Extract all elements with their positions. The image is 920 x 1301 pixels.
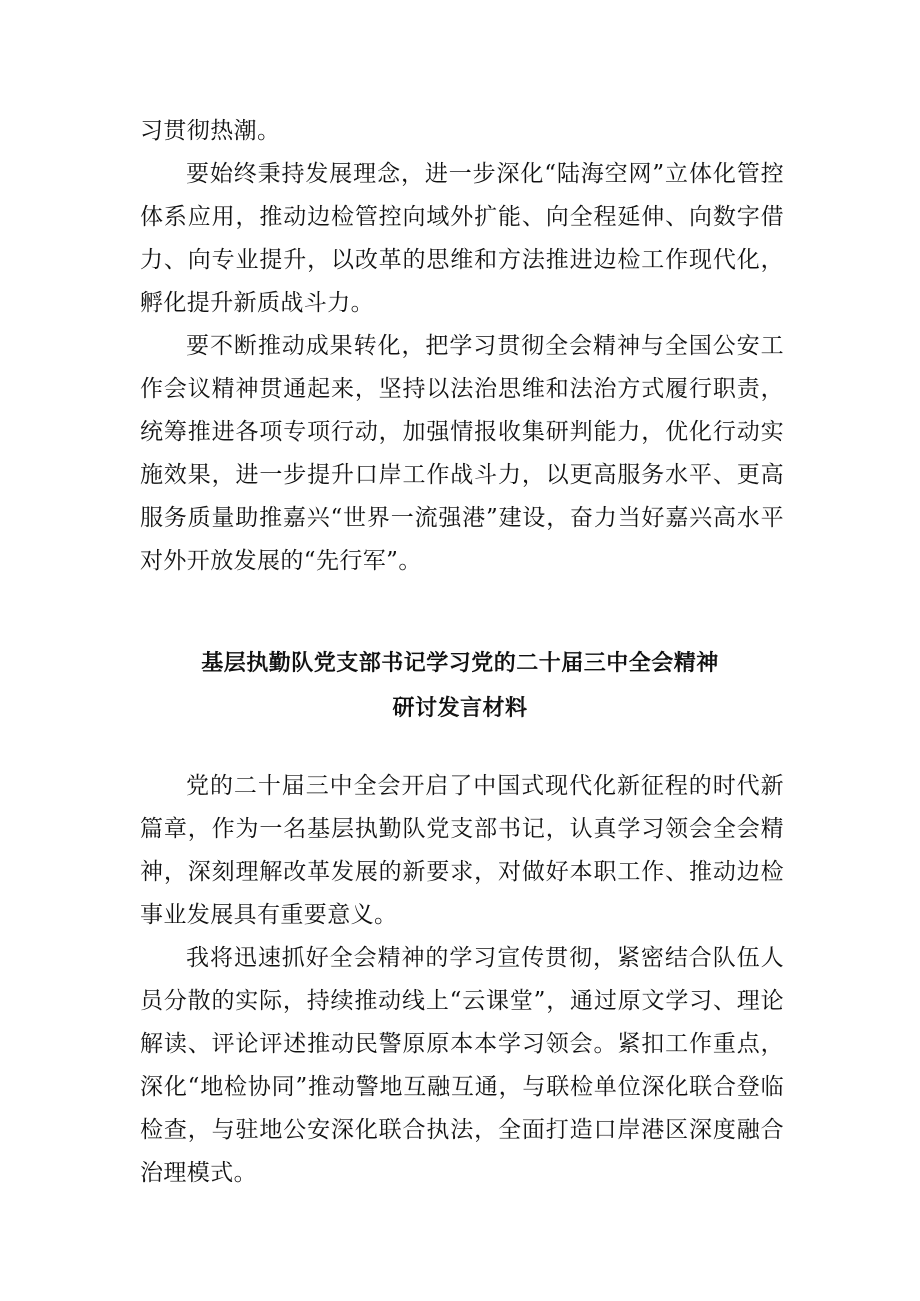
paragraph-development-concept: 要始终秉持发展理念，进一步深化“陆海空网”立体化管控体系应用，推动边检管控向域外扩能、向全程延伸、向数字借力、向专业提升，以改革的思维和方法推进边检工作现代化，孵化提升新质战斗力。 [140,161,784,316]
article-subtitle: 研讨发言材料 [392,696,528,721]
article-title: 基层执勤队党支部书记学习党的二十届三中全会精神 [201,651,719,676]
paragraph-continuation: 习贯彻热潮。 [140,118,281,144]
paragraph-results-transformation: 要不断推动成果转化，把学习贯彻全会精神与全国公安工作会议精神贯通起来，坚持以法治思维和法治方式履行职责，统筹推进各项专项行动，加强情报收集研判能力，优化行动实施效果，进一步提升口岸工作战斗力，以更高服务水平、更高服务质量助推嘉兴“世界一流强港”建设，奋力当好嘉兴高水平对外开放发展的“先行军”。 [140,333,784,574]
article-body [140,765,784,1195]
paragraph-study-plan: 我将迅速抓好全会精神的学习宣传贯彻，紧密结合队伍人员分散的实际，持续推动线上“云课堂”，通过原文学习、理论解读、评论评述推动民警原原本本学习领会。紧扣工作重点，深化“地检协同”推动警地互融互通，与联检单位深化联合登临检查，与驻地公安深化联合执法，全面打造口岸港区深度融合治理模式。 [140,945,784,1186]
continued-section [140,110,784,583]
paragraph-intro: 党的二十届三中全会开启了中国式现代化新征程的时代新篇章，作为一名基层执勤队党支部书记，认真学习领会全会精神，深刻理解改革发展的新要求，对做好本职工作、推动边检事业发展具有重要意义。 [140,773,784,928]
